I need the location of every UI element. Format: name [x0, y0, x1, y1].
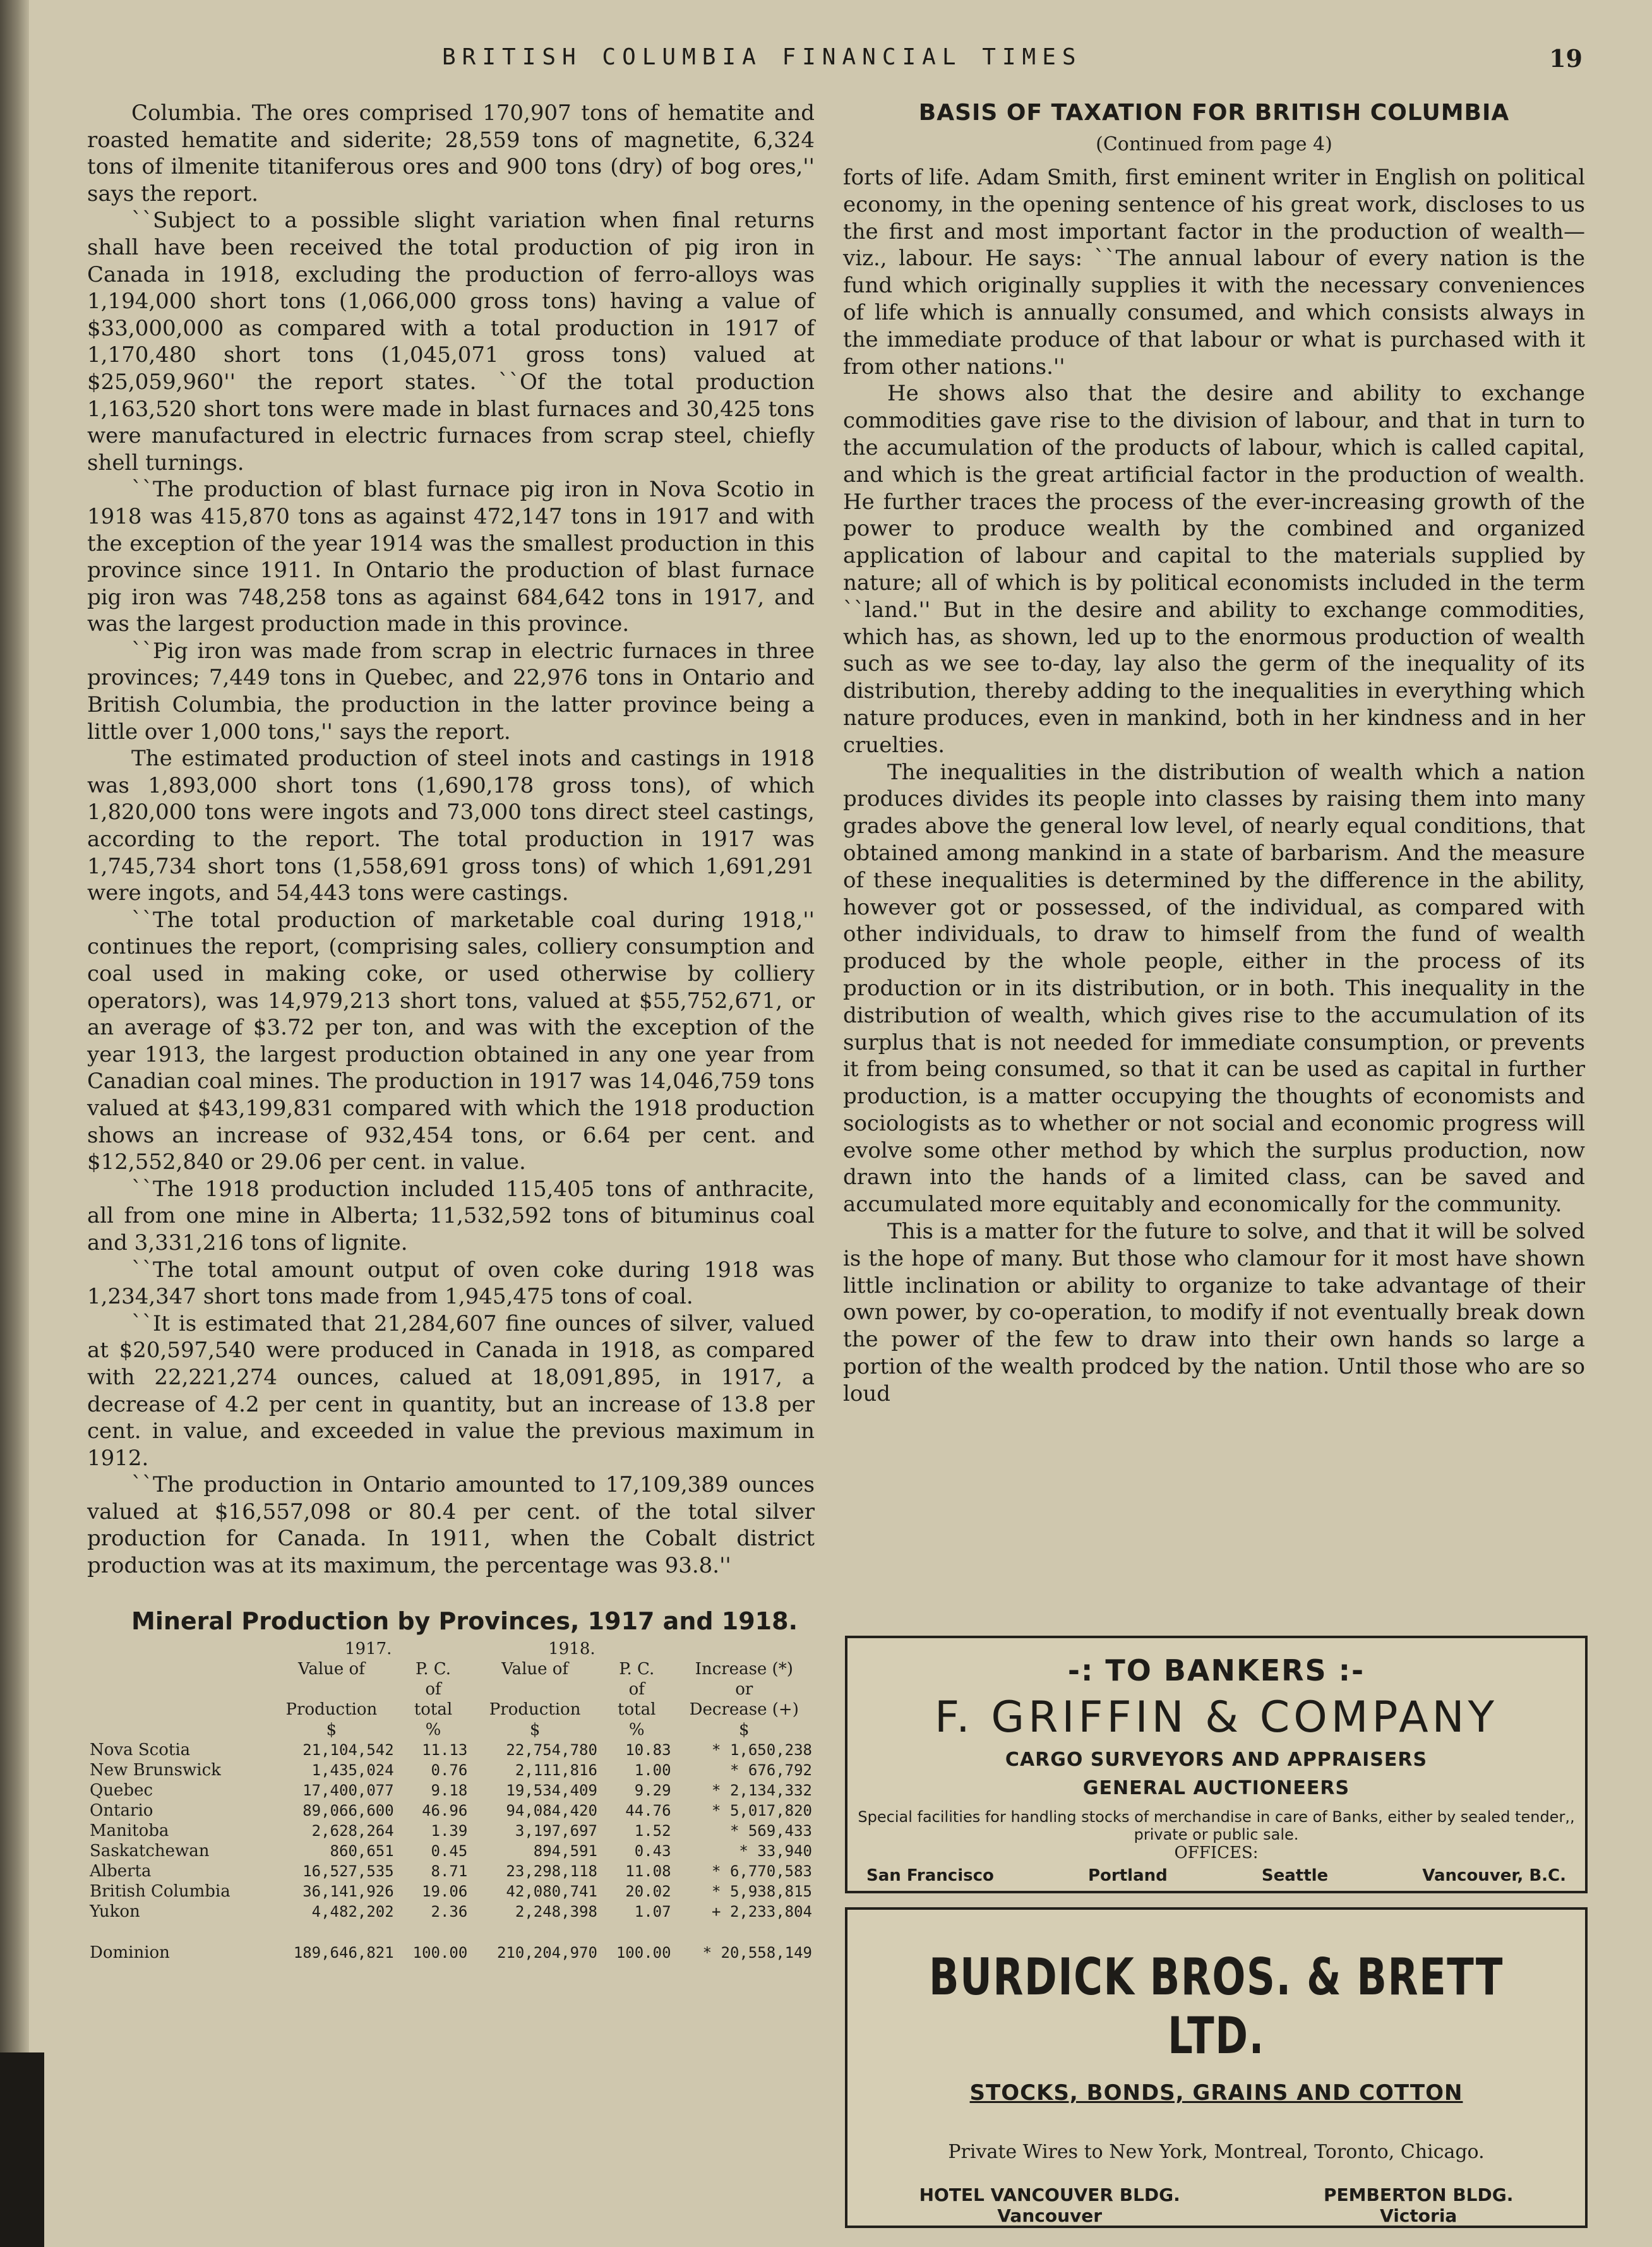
table-title: Mineral Production by Provinces, 1917 and 1918. [131, 1607, 798, 1635]
pc-1918-cell: 9.29 [634, 1781, 671, 1799]
col-header: P. C. [416, 1659, 452, 1679]
pc-1917-cell: 9.18 [431, 1781, 468, 1799]
change-value: 5,017,820 [729, 1801, 812, 1819]
province-cell: Saskatchewan [90, 1841, 210, 1861]
left-paragraph: ``It is estimated that 21,284,607 fine ounces of silver, valued at $20,597,540 were produced in Canada in 1918, as compared with 22,221,274 ounces, calued at 18,091,895, in 1917, a decrease of 4.2 per cent in quantity, but an increase of 13.8 per cent. in value, and exceeded in value the previous maximum in 1912. [87, 1310, 815, 1471]
value-1917-cell: 4,482,202 [311, 1902, 394, 1920]
article-continued-note: (Continued from page 4) [1096, 133, 1332, 155]
change-sign: * [729, 1761, 739, 1779]
griffin-advertisement [845, 1636, 1588, 1893]
left-column [87, 100, 815, 1963]
value-1917-cell: 17,400,077 [302, 1781, 394, 1799]
change-value: 33,940 [757, 1842, 812, 1860]
ad-company-name: BURDICK BROS. & BRETT LTD. [929, 1948, 1504, 2065]
value-1918-cell: 210,204,970 [496, 1943, 597, 1962]
change-cell [674, 1801, 815, 1821]
left-paragraph: ``The total amount output of oven coke during 1918 was 1,234,347 short tons made from 1,945,475 tons of coal. [87, 1257, 815, 1310]
change-sign: * [702, 1943, 712, 1962]
change-value: 569,433 [748, 1821, 812, 1840]
col-header: Increase (*) [695, 1659, 793, 1679]
col-header: Value of [501, 1659, 569, 1679]
value-1917-cell: 16,527,535 [302, 1862, 394, 1880]
change-value: 6,770,583 [729, 1862, 812, 1880]
unit-label: % [628, 1720, 645, 1739]
ad-special-text: Special facilities for handling stocks of merchandise in care of Banks, either by sealed tender,, private or public sale. [858, 1808, 1575, 1843]
change-sign: * [712, 1741, 721, 1759]
left-paragraph: ``Pig iron was made from scrap in electric furnaces in three provinces; 7,449 tons in Quebec, and 22,976 tons in Ontario and British Columbia, the production in the latter province being a little over 1,000 tons,'' says the report. [87, 638, 815, 745]
burdick-advertisement [845, 1907, 1588, 2228]
change-sign: * [729, 1821, 739, 1840]
value-1918-cell: 2,111,816 [515, 1761, 597, 1779]
table-body [87, 1740, 815, 1963]
ad-city: Vancouver [997, 2205, 1103, 2226]
change-cell [674, 1861, 815, 1881]
col-header: Production [285, 1699, 378, 1719]
province-cell: British Columbia [90, 1881, 230, 1901]
change-cell [674, 1922, 815, 1963]
running-header: BRITISH COLUMBIA FINANCIAL TIMES [442, 44, 1082, 70]
ad-heading: -: TO BANKERS :- [1067, 1653, 1365, 1687]
value-1917-cell: 2,628,264 [311, 1821, 394, 1840]
office-city: Vancouver, B.C. [1422, 1866, 1566, 1885]
value-1918-cell: 2,248,398 [515, 1902, 597, 1920]
province-cell: Nova Scotia [90, 1740, 191, 1759]
table-row [87, 1902, 815, 1922]
dominion-total-row [87, 1922, 815, 1963]
change-cell [674, 1881, 815, 1902]
pc-1917-cell: 19.06 [422, 1882, 468, 1900]
pc-1917-cell: 8.71 [431, 1862, 468, 1880]
ad-wires-text: Private Wires to New York, Montreal, Toronto, Chicago. [948, 2141, 1485, 2163]
ad-building: HOTEL VANCOUVER BLDG. [919, 2184, 1180, 2205]
article-paragraph: This is a matter for the future to solve, and that it will be solved is the hope of many. But those who clamour for it most have shown little inclination or ability to organize to take advantage of their own power, by co-operation, to modify if not eventually break down the power of the few to draw into their own hands so large a portion of the wealth prodced by the nation. Until those who are so loud [843, 1219, 1585, 1406]
change-cell [674, 1841, 815, 1861]
change-sign: + [712, 1902, 721, 1920]
pc-1917-cell: 100.00 [412, 1943, 468, 1962]
unit-label: $ [326, 1720, 337, 1739]
ad-offices-list [847, 1862, 1585, 1885]
left-paragraph: ``The production of blast furnace pig iron in Nova Scotio in 1918 was 415,870 tons as against 472,147 tons in 1917 and with the exception of the year 1914 was the smallest production in this province since 1911. In Ontario the production of blast furnace pig iron was 748,258 tons as against 684,642 tons in 1917, and was the largest production made in this province. [87, 477, 815, 637]
ad-address-victoria [1324, 2184, 1513, 2226]
ad-offices-label: OFFICES: [1174, 1843, 1259, 1862]
pc-1918-cell: 1.07 [634, 1902, 671, 1920]
change-sign: * [712, 1801, 721, 1819]
change-value: 2,233,804 [729, 1902, 812, 1920]
pc-1918-cell: 10.83 [625, 1741, 671, 1759]
article-paragraph: The inequalities in the distribution of wealth which a nation produces divides its people into classes by raising them into many grades above the general low level, of nearly equal conditions, that obtained among mankind in a state of barbarism. And the measure of these inequalities is determined by the difference in the ability, however got or possessed, of the individual, as compared with other individuals, to draw to himself from the fund of wealth produced by the whole people, either in the process of its production or in its distribution, or in both. This inequality in the distribution of wealth, which gives rise to the accumulation of its surplus that is not needed for immediate consumption, or prevents it from being consumed, so that it can be used as capital in further production, is a matter occupying the thoughts of economists and sociologists as to whether or not social and economic progress will evolve some other method by which the surplus production, now drawn into the hands of a limited class, can be saved and accumulated more equitably and economically for the community. [843, 759, 1585, 1218]
office-city: San Francisco [866, 1866, 994, 1885]
table-row [87, 1780, 815, 1801]
col-header: Decrease (+) [689, 1699, 799, 1719]
office-city: Portland [1088, 1866, 1168, 1885]
left-paragraph: ``The 1918 production included 115,405 tons of anthracite, all from one mine in Alberta; 11,532,592 tons of bituminus coal and 3,331,216 tons of lignite. [87, 1176, 815, 1255]
pc-1918-cell: 0.43 [634, 1842, 671, 1860]
col-header: Value of [297, 1659, 365, 1679]
unit-label: $ [529, 1720, 541, 1739]
unit-label: $ [739, 1720, 750, 1739]
col-header: total [618, 1699, 656, 1719]
pc-1917-cell: 1.39 [431, 1821, 468, 1840]
left-paragraph: ``The production in Ontario amounted to 17,109,389 ounces valued at $16,557,098 or 80.4 per cent. of the total silver production for Canada. In 1911, when the Cobalt district production was at its maximum, the percentage was 93.8.'' [87, 1472, 815, 1579]
pc-1917-cell: 11.13 [422, 1741, 468, 1759]
province-cell: Dominion [90, 1943, 170, 1962]
change-value: 2,134,332 [729, 1781, 812, 1799]
value-1917-cell: 1,435,024 [311, 1761, 394, 1779]
ad-city: Victoria [1380, 2205, 1457, 2226]
col-header: or [735, 1679, 753, 1699]
value-1917-cell: 189,646,821 [293, 1943, 394, 1962]
pc-1918-cell: 100.00 [616, 1943, 671, 1962]
value-1917-cell: 89,066,600 [302, 1801, 394, 1819]
col-header: of [628, 1679, 645, 1699]
pc-1918-cell: 11.08 [625, 1862, 671, 1880]
article-paragraph: He shows also that the desire and ability to exchange commodities gave rise to the division of labour, and that in turn to the accumulation of the products of labour, which is called capital, and which is the great artificial factor in the production of wealth. He further traces the process of the ever-increasing growth of the power to produce wealth by the combined and organized application of labour and capital to the materials supplied by nature; all of which is by political economists included in the term ``land.'' But in the desire and ability to exchange commodities, which has, as shown, led up to the enormous production of wealth such as we see to-day, lay also the germ of the inequality of its distribution, thereby adding to the inequalities in everything which nature produces, even in mankind, both in her kindness and in her cruelties. [843, 381, 1585, 758]
ad-service-line: CARGO SURVEYORS AND APPRAISERS [1005, 1749, 1428, 1771]
ad-building: PEMBERTON BLDG. [1323, 2184, 1514, 2205]
province-cell: Quebec [90, 1780, 153, 1800]
table-row [87, 1881, 815, 1902]
unit-label: % [425, 1720, 441, 1739]
value-1917-cell: 36,141,926 [302, 1882, 394, 1900]
value-1918-cell: 42,080,741 [506, 1882, 597, 1900]
value-1918-cell: 3,197,697 [515, 1821, 597, 1840]
table-row [87, 1821, 815, 1841]
article-paragraph: forts of life. Adam Smith, first eminent writer in English on political economy, in the opening sentence of his great work, discloses to us the first and most important factor in the production of wealth—viz., labour. He says: ``The annual labour of every nation is the fund which originally supplies it with the necessary conveniences of life which is annually consumed, and which consists always in the immediate produce of that labour or what is purchased with it from other nations.'' [843, 165, 1585, 380]
left-paragraph: ``Subject to a possible slight variation when final returns shall have been received the total production of pig iron in Canada in 1918, excluding the production of ferro-alloys was 1,194,000 short tons (1,066,000 gross tons) having a value of $33,000,000 as compared with a total production in 1917 of 1,170,480 short tons (1,045,071 gross tons) valued at $25,059,960'' the report states. ``Of the total production 1,163,520 short tons were made in blast furnaces and 30,425 tons were manufactured in electric furnaces from scrap steel, chiefly shell turnings. [87, 208, 815, 476]
province-cell: Yukon [90, 1902, 140, 1921]
value-1918-cell: 94,084,420 [506, 1801, 597, 1819]
pc-1917-cell: 0.45 [431, 1842, 468, 1860]
left-paragraph: ``The total production of marketable coal during 1918,'' continues the report, (comprising sales, colliery consumption and coal used in making coke, or used otherwise by colliery operators), was 14,979,213 short tons, valued at $55,752,671, or an average of $3.72 per ton, and was with the exception of the year 1913, the largest production obtained in any one year from Canadian coal mines. The production in 1917 was 14,046,759 tons valued at $43,199,831 compared with which the 1918 production shows an increase of 932,454 tons, or 6.64 per cent. and $12,552,840 or 29.06 per cent. in value. [87, 907, 815, 1175]
ad-services: STOCKS, BONDS, GRAINS AND COTTON [969, 2080, 1463, 2106]
change-cell [674, 1821, 815, 1841]
mineral-production-table [87, 1639, 815, 1963]
office-city: Seattle [1261, 1866, 1329, 1885]
change-cell [674, 1740, 815, 1760]
change-value: 5,938,815 [729, 1882, 812, 1900]
province-cell: Alberta [90, 1861, 152, 1881]
pc-1918-cell: 44.76 [625, 1801, 671, 1819]
col-header: Production [489, 1699, 581, 1719]
pc-1918-cell: 20.02 [625, 1882, 671, 1900]
value-1918-cell: 894,591 [533, 1842, 597, 1860]
change-value: 1,650,238 [729, 1741, 812, 1759]
value-1918-cell: 22,754,780 [506, 1741, 597, 1759]
year-1917-header: 1917. [345, 1639, 392, 1658]
table-row [87, 1861, 815, 1881]
table-row [87, 1841, 815, 1861]
change-cell [674, 1780, 815, 1801]
table-row [87, 1740, 815, 1760]
change-value: 20,558,149 [721, 1943, 812, 1962]
pc-1918-cell: 1.00 [634, 1761, 671, 1779]
ad-addresses [847, 2184, 1585, 2226]
page-binding-shadow-bottom [0, 2052, 44, 2247]
change-sign: * [712, 1862, 721, 1880]
change-sign: * [712, 1882, 721, 1900]
pc-1917-cell: 0.76 [431, 1761, 468, 1779]
ad-service-line: GENERAL AUCTIONEERS [1082, 1777, 1350, 1799]
col-header: of [425, 1679, 441, 1699]
right-column [843, 100, 1585, 1408]
change-cell [674, 1902, 815, 1922]
change-value: 676,792 [748, 1761, 812, 1779]
ad-address-vancouver [919, 2184, 1180, 2226]
left-paragraph: The estimated production of steel inots and castings in 1918 was 1,893,000 short tons (1,690,178 gross tons), of which 1,820,000 tons were ingots and 73,000 tons direct steel castings, according to the report. The total production in 1917 was 1,745,734 short tons (1,558,691 gross tons) of which 1,691,291 were ingots, and 54,443 tons were castings. [87, 746, 815, 906]
province-cell: Ontario [90, 1801, 153, 1820]
ad-company-name: F. GRIFFIN & COMPANY [934, 1693, 1499, 1742]
table-row [87, 1801, 815, 1821]
col-header: P. C. [619, 1659, 655, 1679]
year-1918-header: 1918. [548, 1639, 596, 1658]
pc-1918-cell: 1.52 [634, 1821, 671, 1840]
page-binding-shadow [0, 0, 29, 2247]
pc-1917-cell: 46.96 [422, 1801, 468, 1819]
page-number: 19 [1549, 44, 1583, 73]
change-sign: * [712, 1781, 721, 1799]
province-cell: Manitoba [90, 1821, 169, 1840]
pc-1917-cell: 2.36 [431, 1902, 468, 1920]
province-cell: New Brunswick [90, 1760, 221, 1780]
col-header: total [414, 1699, 453, 1719]
value-1917-cell: 860,651 [330, 1842, 394, 1860]
left-paragraph: Columbia. The ores comprised 170,907 tons of hematite and roasted hematite and siderite; 28,559 tons of magnetite, 6,324 tons of ilmenite titaniferous ores and 900 tons (dry) of bog ores,'' says the report. [87, 100, 815, 207]
table-row [87, 1760, 815, 1780]
change-cell [674, 1760, 815, 1780]
value-1918-cell: 23,298,118 [506, 1862, 597, 1880]
value-1918-cell: 19,534,409 [506, 1781, 597, 1799]
value-1917-cell: 21,104,542 [302, 1741, 394, 1759]
article-title: BASIS OF TAXATION FOR BRITISH COLUMBIA [918, 100, 1510, 126]
change-sign: * [739, 1842, 748, 1860]
